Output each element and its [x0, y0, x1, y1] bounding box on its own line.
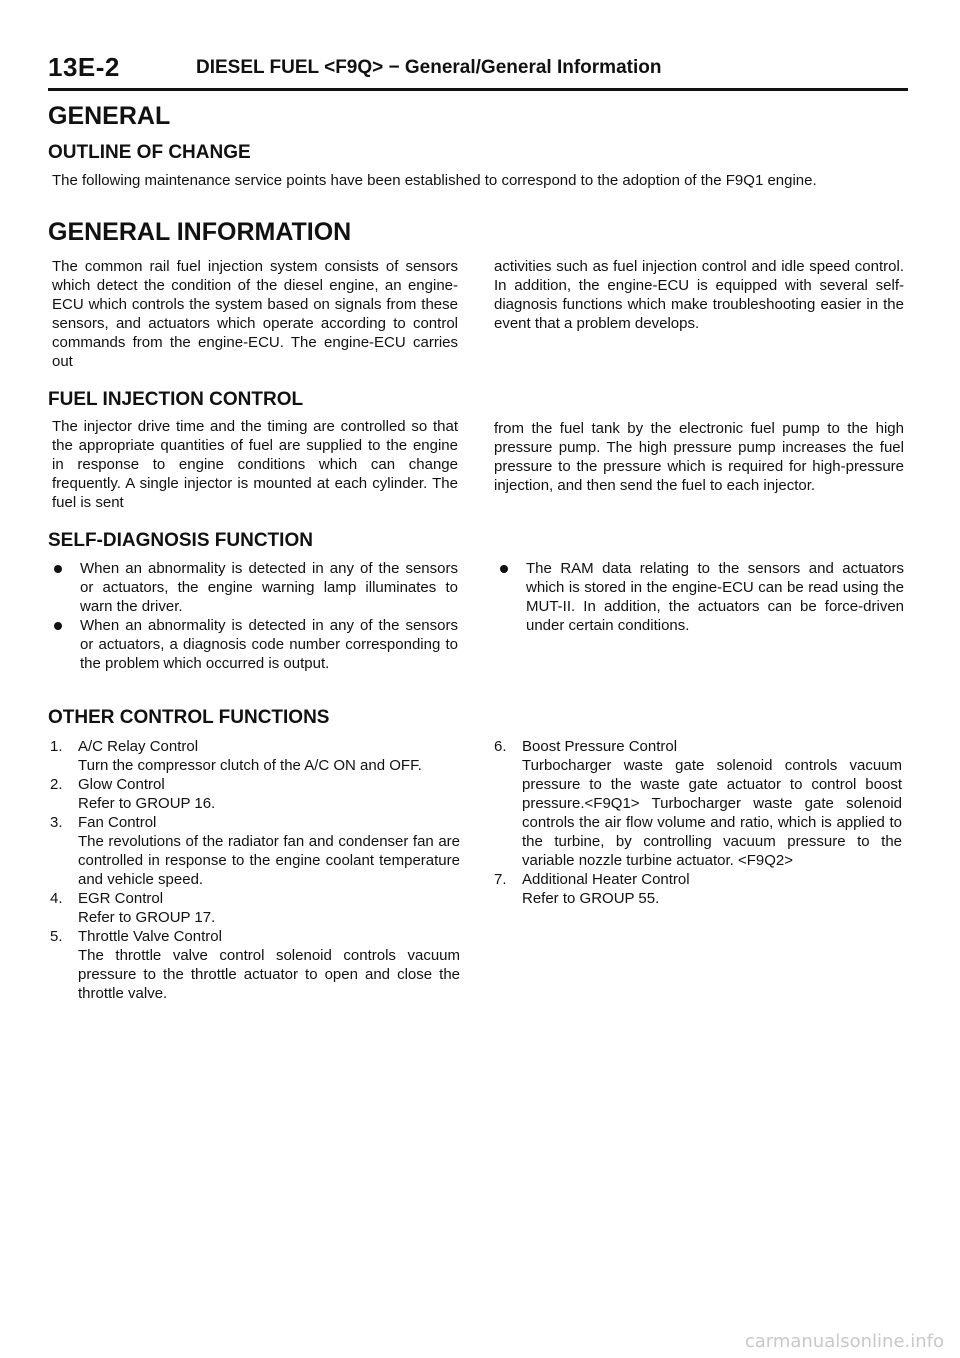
list-item: 7. Additional Heater Control Refer to GROUP 55. [494, 871, 690, 907]
fuel-injection-right-text: from the fuel tank by the electronic fuel pump to the high pressure pump. The high pressure pump increases the fuel pressure to the pressure which is required for high-pressure injection, and then send the fuel to each injector. [494, 420, 904, 494]
bullet-icon [54, 622, 62, 630]
page-number: 13E-2 [48, 52, 120, 82]
list-item: 6. Boost Pressure Control Turbocharger waste gate solenoid controls vacuum pressure to the waste gate actuator to control boost pressure.<F9Q1> Turbocharger waste gate solenoid controls the air flow volume and ratio, which is applied to the turbine, by controlling vacuum pressure to the variable nozzle turbine actuator. <F9Q2> [494, 738, 902, 869]
other-controls-heading: OTHER CONTROL FUNCTIONS [48, 707, 330, 728]
general-information-right-text: activities such as fuel injection control and idle speed control. In addition, the engine-ECU is equipped with several self-diagnosis functions which make troubleshooting easier in the event that a problem develops. [494, 258, 904, 332]
list-item: 3. Fan Control The revolutions of the radiator fan and condenser fan are controlled in response to the engine coolant temperature and vehicle speed. [50, 814, 460, 888]
list-item: When an abnormality is detected in any of the sensors or actuators, the engine warning lamp illuminates to warn the driver. [48, 559, 458, 616]
watermark-text: carmanualsonline.info [744, 1331, 944, 1352]
self-diagnosis-right-list [494, 559, 904, 635]
general-information-heading: GENERAL INFORMATION [48, 218, 352, 246]
general-information-left-text: The common rail fuel injection system consists of sensors which detect the condition of the diesel engine, an engine-ECU which controls the system based on signals from these sensors, and actuators which operate according to control commands from the engine-ECU. The engine-ECU carries out [52, 258, 458, 370]
fuel-injection-heading: FUEL INJECTION CONTROL [48, 389, 304, 410]
list-item: 2. Glow Control Refer to GROUP 16. [50, 776, 216, 812]
list-item: 4. EGR Control Refer to GROUP 17. [50, 890, 216, 926]
list-item: 1. A/C Relay Control Turn the compressor clutch of the A/C ON and OFF. [50, 738, 422, 774]
section-title: DIESEL FUEL <F9Q> − General/General Information [196, 57, 662, 78]
fuel-injection-left-text: The injector drive time and the timing are controlled so that the appropriate quantities of fuel are supplied to the engine in response to engine conditions which can change frequently. A single injector is mounted at each cylinder. The fuel is sent [52, 418, 458, 511]
outline-text: The following maintenance service points have been established to correspond to the adoption of the F9Q1 engine. [52, 172, 817, 189]
other-controls-left-list [50, 737, 460, 1003]
list-item: The RAM data relating to the sensors and actuators which is stored in the engine-ECU can be read using the MUT-II. In addition, the actuators can be force-driven under certain conditions. [494, 559, 904, 635]
outline-heading: OUTLINE OF CHANGE [48, 142, 251, 163]
bullet-icon [54, 565, 62, 573]
list-item: 5. Throttle Valve Control The throttle valve control solenoid controls vacuum pressure to the throttle actuator to open and close the throttle valve. [50, 928, 460, 1002]
bullet-icon [500, 565, 508, 573]
other-controls-right-list [494, 737, 902, 908]
list-item: When an abnormality is detected in any of the sensors or actuators, a diagnosis code number corresponding to the problem which occurred is output. [48, 616, 458, 673]
self-diagnosis-left-list [48, 559, 458, 673]
general-heading: GENERAL [48, 102, 171, 130]
page-header [48, 52, 908, 91]
self-diagnosis-heading: SELF-DIAGNOSIS FUNCTION [48, 530, 313, 551]
